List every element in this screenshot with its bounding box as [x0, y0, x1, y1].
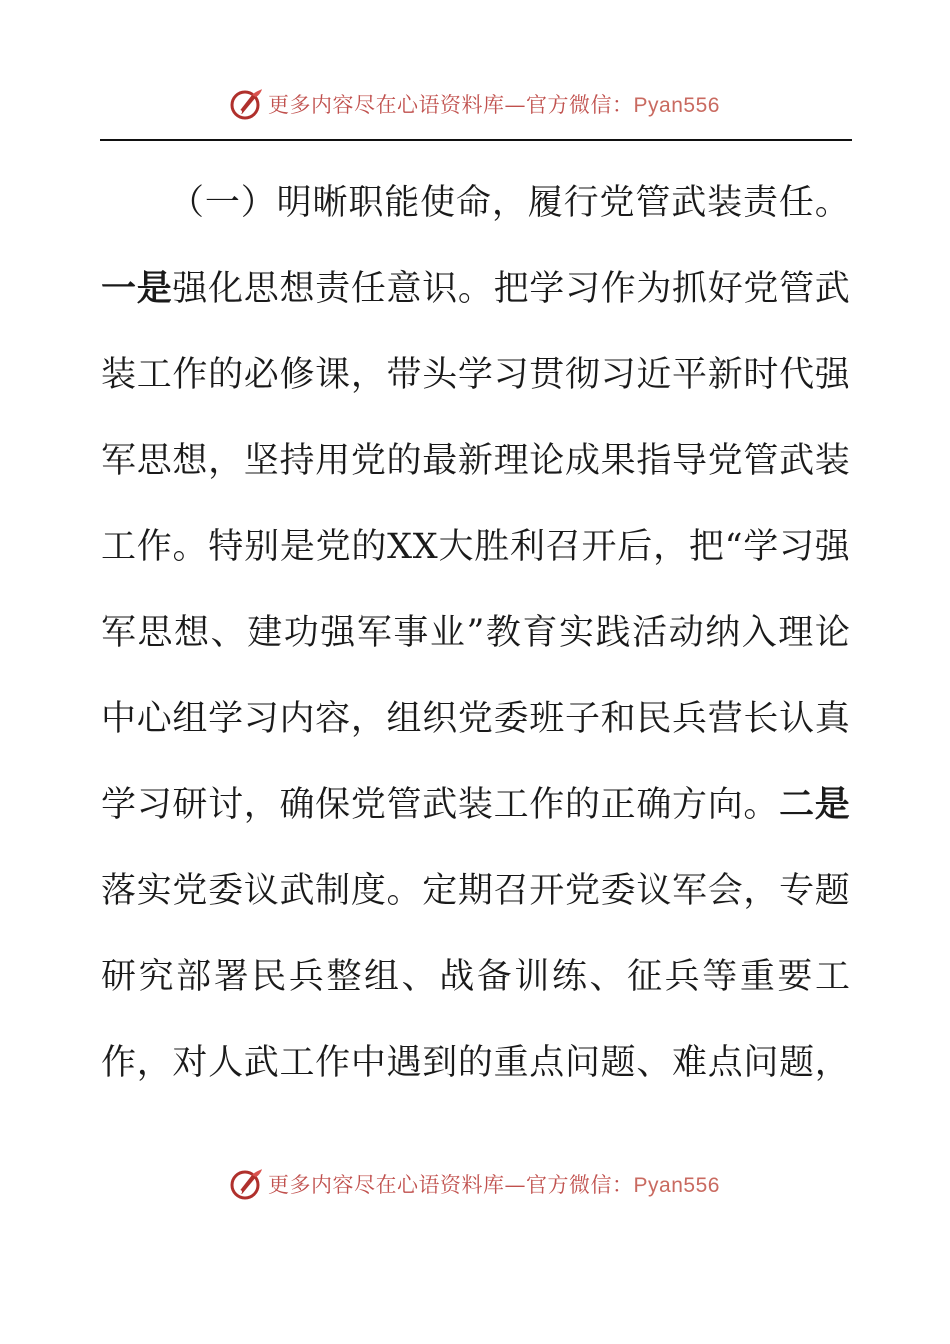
char: 平	[672, 355, 708, 395]
char: X	[412, 527, 438, 567]
char: 、	[636, 1043, 672, 1083]
char: 问	[564, 1043, 600, 1083]
char: 一	[204, 183, 240, 223]
quill-logo-icon	[230, 1167, 264, 1201]
char: 训	[514, 957, 550, 997]
char: 。	[172, 527, 208, 567]
char: 工	[136, 355, 172, 395]
char: ，	[243, 785, 279, 825]
char: 实	[136, 871, 172, 911]
watermark-main: 更多内容尽在心语资料库—官方微信：	[268, 1173, 634, 1197]
char: 学	[457, 355, 493, 395]
char: 点	[529, 1043, 565, 1083]
char: 思	[137, 613, 173, 653]
text-line	[101, 160, 850, 246]
char: 点	[707, 1043, 743, 1083]
char: 胜	[474, 527, 510, 567]
char: 的	[386, 441, 422, 481]
watermark-main: 更多内容尽在心语资料库—官方微信：	[268, 93, 634, 117]
char: 习	[600, 355, 636, 395]
char: 习	[243, 699, 279, 739]
char: 专	[779, 871, 815, 911]
char: 确	[279, 785, 315, 825]
char: 党	[350, 441, 386, 481]
char: 工	[279, 1043, 315, 1083]
char: ，	[814, 1043, 850, 1083]
char: 武	[279, 871, 315, 911]
char: 强	[172, 269, 208, 309]
text-line	[101, 504, 850, 590]
char: 心	[136, 699, 172, 739]
char: 党	[599, 183, 635, 223]
char: 备	[476, 957, 512, 997]
char: 把	[688, 527, 724, 567]
char: 军	[672, 871, 708, 911]
char: 功	[283, 613, 319, 653]
char: 好	[707, 269, 743, 309]
char: 组	[386, 699, 422, 739]
char: 讨	[208, 785, 244, 825]
char: 实	[559, 613, 595, 653]
char: 党	[743, 269, 779, 309]
char: 党	[172, 871, 208, 911]
char: 。	[814, 183, 850, 223]
char: 的	[351, 527, 387, 567]
watermark-text	[268, 1169, 720, 1199]
char: 用	[315, 441, 351, 481]
char: （	[169, 183, 205, 223]
char: 织	[422, 699, 458, 739]
char: 武	[814, 269, 850, 309]
char: 战	[439, 957, 475, 997]
char: 委	[600, 871, 636, 911]
char: 班	[529, 699, 565, 739]
char: 部	[176, 957, 212, 997]
char: ）	[240, 183, 276, 223]
char: 作	[101, 1043, 137, 1083]
text-line	[101, 246, 850, 332]
char: 题	[779, 1043, 815, 1083]
char: 新	[707, 355, 743, 395]
char: 思	[243, 269, 279, 309]
char: 把	[493, 269, 529, 309]
char: 武	[671, 183, 707, 223]
char: 管	[386, 785, 422, 825]
char: 题	[814, 871, 850, 911]
char: 任	[778, 183, 814, 223]
char: 想	[172, 441, 208, 481]
char: 制	[315, 871, 351, 911]
char: 论	[814, 613, 850, 653]
char: 向	[707, 785, 743, 825]
char: 兵	[672, 699, 708, 739]
char: 作	[172, 355, 208, 395]
char: 习	[779, 527, 815, 567]
document-body	[101, 160, 850, 1106]
char: 题	[600, 1043, 636, 1083]
char: 研	[101, 957, 137, 997]
char: 重	[493, 1043, 529, 1083]
char: 指	[636, 441, 672, 481]
char: 践	[595, 613, 631, 653]
char: 化	[208, 269, 244, 309]
char: 议	[636, 871, 672, 911]
char: 教	[485, 613, 521, 653]
text-line	[101, 1020, 850, 1106]
char: 确	[636, 785, 672, 825]
char: 大	[438, 527, 474, 567]
char: X	[387, 527, 413, 567]
char: 组	[172, 699, 208, 739]
char: 问	[743, 1043, 779, 1083]
char: 武	[779, 441, 815, 481]
char: 想	[279, 269, 315, 309]
bold-char: 一	[101, 268, 137, 309]
char: 保	[315, 785, 351, 825]
char: 认	[779, 699, 815, 739]
char: 子	[564, 699, 600, 739]
char: 命	[456, 183, 492, 223]
char: 方	[672, 785, 708, 825]
char: 工	[814, 957, 850, 997]
char: 近	[636, 355, 672, 395]
char: 育	[522, 613, 558, 653]
char: 业	[429, 613, 465, 653]
char: 成	[564, 441, 600, 481]
char: 和	[600, 699, 636, 739]
char: 学	[101, 785, 137, 825]
char: 营	[707, 699, 743, 739]
char: 履	[527, 183, 563, 223]
char: 特	[208, 527, 244, 567]
footer-watermark	[0, 1164, 950, 1204]
char: 使	[420, 183, 456, 223]
char: 组	[364, 957, 400, 997]
char: 导	[672, 441, 708, 481]
text-line	[101, 934, 850, 1020]
char: 贯	[529, 355, 565, 395]
char: 习	[564, 269, 600, 309]
char: 别	[244, 527, 280, 567]
char: 论	[529, 441, 565, 481]
char: 要	[777, 957, 813, 997]
char: 强	[814, 527, 850, 567]
char: 坚	[243, 441, 279, 481]
char: 学	[529, 269, 565, 309]
char: 管	[779, 269, 815, 309]
char: 度	[350, 871, 386, 911]
char: 动	[668, 613, 704, 653]
char: 内	[279, 699, 315, 739]
char: 管	[743, 441, 779, 481]
char: 工	[493, 785, 529, 825]
text-line	[101, 332, 850, 418]
char: 落	[101, 871, 137, 911]
char: 真	[814, 699, 850, 739]
char: 正	[600, 785, 636, 825]
char: 。	[457, 269, 493, 309]
char: 时	[743, 355, 779, 395]
char: 作	[315, 1043, 351, 1083]
char: 活	[632, 613, 668, 653]
char: 研	[172, 785, 208, 825]
char: 明	[276, 183, 312, 223]
char: 装	[101, 355, 137, 395]
char: ，	[208, 441, 244, 481]
char: 强	[320, 613, 356, 653]
char: 建	[247, 613, 283, 653]
char: 召	[545, 527, 581, 567]
char: 等	[702, 957, 738, 997]
char: 的	[208, 355, 244, 395]
char: 责	[743, 183, 779, 223]
char: 委	[208, 871, 244, 911]
char: 会	[707, 871, 743, 911]
char: 议	[243, 871, 279, 911]
char: 征	[627, 957, 663, 997]
char: 遇	[386, 1043, 422, 1083]
char: 事	[393, 613, 429, 653]
char: 修	[279, 355, 315, 395]
char: 行	[563, 183, 599, 223]
char: 军	[356, 613, 392, 653]
char: 识	[422, 269, 458, 309]
char: 、	[401, 957, 437, 997]
char: 装	[814, 441, 850, 481]
quill-logo-icon	[230, 87, 264, 121]
char: 代	[779, 355, 815, 395]
char: 学	[743, 527, 779, 567]
char: 后	[617, 527, 653, 567]
char: 党	[564, 871, 600, 911]
char: 职	[348, 183, 384, 223]
watermark-wechat-id: Pyan556	[633, 94, 720, 117]
bold-char: 二	[779, 784, 815, 825]
char: 能	[384, 183, 420, 223]
char: 党	[350, 785, 386, 825]
char: 开	[529, 871, 565, 911]
char: 党	[457, 699, 493, 739]
char: 究	[138, 957, 174, 997]
char: 开	[581, 527, 617, 567]
char: 重	[739, 957, 775, 997]
char: 召	[493, 871, 529, 911]
char: 作	[529, 785, 565, 825]
char: 、	[589, 957, 625, 997]
char: ”	[466, 613, 485, 653]
char: 对	[172, 1043, 208, 1083]
char: 习	[493, 355, 529, 395]
char: 意	[386, 269, 422, 309]
char: 委	[493, 699, 529, 739]
char: 学	[208, 699, 244, 739]
char: 理	[778, 613, 814, 653]
char: 装	[707, 183, 743, 223]
char: 强	[814, 355, 850, 395]
char: 期	[457, 871, 493, 911]
text-line	[101, 590, 850, 676]
header-watermark	[0, 84, 950, 124]
watermark-wechat-id: Pyan556	[633, 1174, 720, 1197]
char: ，	[350, 355, 386, 395]
char: 装	[457, 785, 493, 825]
char: 整	[326, 957, 362, 997]
char: 人	[208, 1043, 244, 1083]
char: ，	[136, 1043, 172, 1083]
char: ，	[653, 527, 689, 567]
char: 长	[743, 699, 779, 739]
char: 署	[213, 957, 249, 997]
char: 容	[315, 699, 351, 739]
text-line	[101, 418, 850, 504]
char: 理	[493, 441, 529, 481]
char: 彻	[564, 355, 600, 395]
bold-char: 是	[814, 784, 850, 825]
header-rule	[100, 139, 852, 141]
char: 。	[386, 871, 422, 911]
char: 头	[422, 355, 458, 395]
char: 的	[457, 1043, 493, 1083]
char: 最	[422, 441, 458, 481]
char: 是	[279, 527, 315, 567]
char: 工	[101, 527, 137, 567]
text-line	[101, 848, 850, 934]
char: 。	[743, 785, 779, 825]
char: 利	[510, 527, 546, 567]
char: 持	[279, 441, 315, 481]
char: 中	[101, 699, 137, 739]
char: 任	[350, 269, 386, 309]
char: 定	[422, 871, 458, 911]
char: ，	[491, 183, 527, 223]
char: 作	[600, 269, 636, 309]
char: 新	[457, 441, 493, 481]
char: 带	[386, 355, 422, 395]
char: 难	[672, 1043, 708, 1083]
char: ，	[350, 699, 386, 739]
char: 责	[315, 269, 351, 309]
char: 作	[136, 527, 172, 567]
char: 民	[251, 957, 287, 997]
char: 入	[741, 613, 777, 653]
char: 为	[636, 269, 672, 309]
char: 武	[243, 1043, 279, 1083]
char: 晰	[312, 183, 348, 223]
char: 管	[635, 183, 671, 223]
char: 课	[315, 355, 351, 395]
char: 民	[636, 699, 672, 739]
char: 武	[422, 785, 458, 825]
char: 党	[707, 441, 743, 481]
char: 兵	[288, 957, 324, 997]
char: 、	[210, 613, 246, 653]
char: 的	[564, 785, 600, 825]
char: 想	[174, 613, 210, 653]
char: 中	[350, 1043, 386, 1083]
bold-char: 是	[136, 268, 172, 309]
char: ，	[743, 871, 779, 911]
char: 党	[315, 527, 351, 567]
char: 纳	[705, 613, 741, 653]
char: 思	[136, 441, 172, 481]
char: 兵	[664, 957, 700, 997]
char: “	[724, 527, 743, 567]
watermark-text	[268, 89, 720, 119]
char: 军	[101, 613, 137, 653]
char: 到	[422, 1043, 458, 1083]
char: 习	[136, 785, 172, 825]
text-line	[101, 676, 850, 762]
char: 军	[101, 441, 137, 481]
char: 抓	[672, 269, 708, 309]
text-line	[101, 762, 850, 848]
char: 必	[243, 355, 279, 395]
char: 练	[551, 957, 587, 997]
char: 果	[600, 441, 636, 481]
